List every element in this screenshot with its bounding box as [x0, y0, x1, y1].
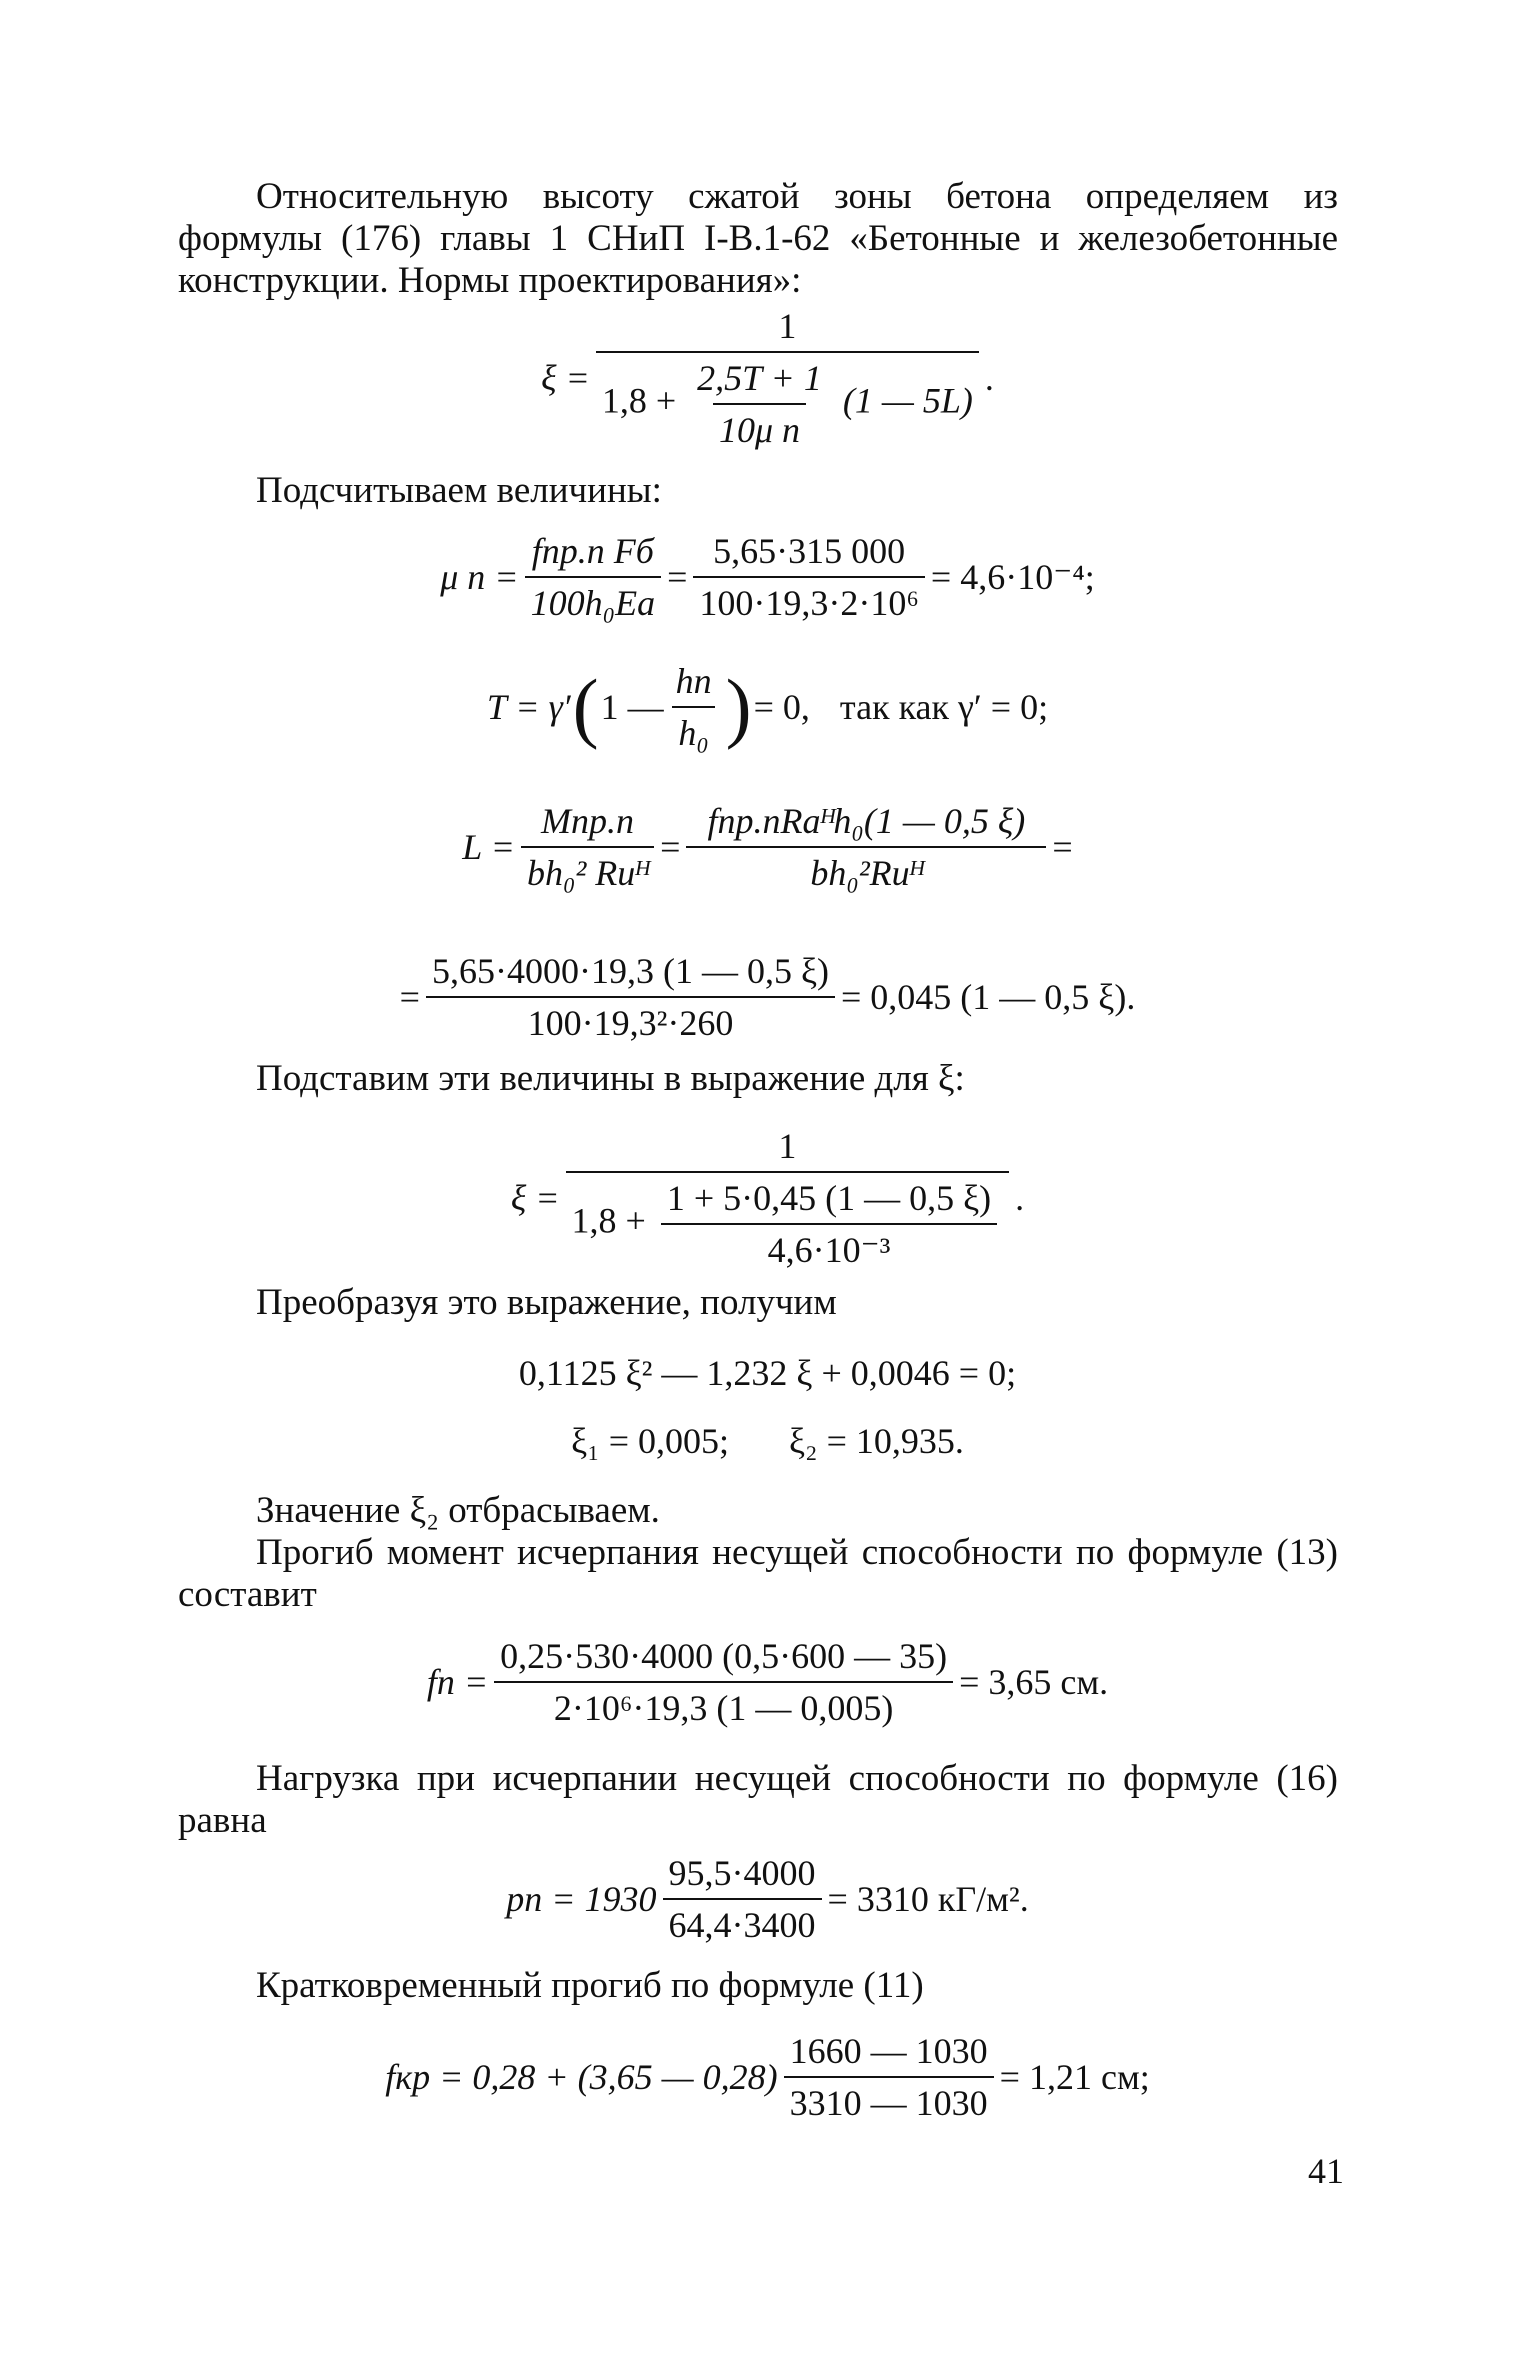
eq1-numerator: 1	[778, 306, 797, 346]
eq3-result: = 0,	[753, 687, 810, 727]
eq3-num: hп	[675, 661, 712, 701]
eq10-result: = 3310 кГ/м².	[827, 1879, 1029, 1919]
eq10-fraction	[663, 1852, 822, 1946]
eq9-num: 0,25·530·4000 (0,5·600 — 35)	[500, 1636, 948, 1676]
equation-T	[0, 660, 1535, 754]
eq1-lhs: ξ =	[541, 358, 590, 398]
eq2-f2-den: 100·19,3·2·10⁶	[693, 576, 925, 624]
eq10-lhs: pп = 1930	[506, 1879, 657, 1919]
eq3-fraction	[670, 660, 718, 754]
eq6-denominator	[566, 1171, 1010, 1271]
eq6-num: 1	[778, 1126, 797, 1166]
eq9-fraction	[494, 1635, 953, 1729]
paragraph-substitute: Подставим эти величины в выражение для ξ:	[256, 1058, 965, 1099]
paragraph-load: Нагрузка при исчерпании несущей способности по формуле (16) равна	[178, 1758, 1338, 1841]
paragraph-discard: Значение ξ₂ отбрасываем.	[256, 1490, 660, 1531]
eq8-root2: ξ₂ = 10,935.	[789, 1421, 964, 1461]
paragraph-short-term: Кратковременный прогиб по формуле (11)	[256, 1965, 924, 2006]
eq4-f1-num: Mпр.п	[541, 801, 635, 841]
eq4-f2-num: fпр.пRаᴴh₀(1 — 0,5 ξ)	[707, 801, 1026, 841]
equation-load	[0, 1852, 1535, 1946]
eq11-fraction	[784, 2030, 994, 2124]
paragraph-transform: Преобразуя это выражение, получим	[256, 1282, 837, 1323]
eq6-end: .	[1015, 1178, 1025, 1218]
eq5-result: = 0,045 (1 — 0,5 ξ).	[841, 977, 1136, 1017]
eq2-f2-num: 5,65·315 000	[713, 531, 906, 571]
eq2-lhs: μ n =	[440, 557, 519, 597]
page-number: 41	[1308, 2151, 1344, 2191]
right-paren-icon: )	[725, 663, 752, 750]
eq6-inner-den: 4,6·10⁻³	[661, 1223, 997, 1271]
eq5-lhs: =	[399, 977, 420, 1017]
eq5-fraction	[426, 950, 835, 1044]
eq4-end: =	[1052, 827, 1073, 867]
eq4-fraction-1	[521, 800, 654, 894]
equation-L	[0, 800, 1535, 894]
eq4-eq-sign: =	[660, 827, 681, 867]
eq3-one-minus: 1 —	[600, 687, 664, 727]
eq6-inner-fraction	[661, 1177, 997, 1271]
eq8-root1: ξ₁ = 0,005;	[571, 1421, 729, 1461]
equation-quadratic	[0, 1352, 1535, 1394]
eq11-result: = 1,21 см;	[999, 2057, 1150, 2097]
eq2-fraction-1	[525, 530, 662, 624]
eq1-inner-num: 2,5T + 1	[697, 358, 822, 398]
eq9-lhs: fп =	[426, 1662, 489, 1702]
eq3-note: так как γ′ = 0;	[839, 687, 1049, 727]
eq1-fraction	[596, 305, 979, 451]
eq4-f1-den: bh₀² Rиᴴ	[521, 846, 654, 894]
eq1-den-a: 1,8 +	[601, 380, 677, 421]
eq1-denominator	[596, 351, 979, 451]
eq6-lhs: ξ =	[510, 1178, 560, 1218]
eq10-num: 95,5·4000	[668, 1853, 816, 1893]
eq4-lhs: L =	[462, 827, 515, 867]
eq9-result: = 3,65 см.	[959, 1662, 1109, 1702]
left-paren-icon: (	[572, 663, 599, 750]
eq2-fraction-2	[693, 530, 925, 624]
eq2-eq-sign: =	[667, 557, 688, 597]
eq1-den-b: (1 — 5L)	[842, 380, 973, 421]
eq5-num: 5,65·4000·19,3 (1 — 0,5 ξ)	[431, 951, 829, 991]
eq6-inner-num: 1 + 5·0,45 (1 — 0,5 ξ)	[666, 1178, 992, 1218]
eq4-f2-den: bh₀²Rиᴴ	[686, 846, 1046, 894]
paragraph-calc-values: Подсчитываем величины:	[256, 470, 662, 511]
equation-roots	[0, 1420, 1535, 1462]
eq6-den-a: 1,8 +	[571, 1200, 646, 1241]
equation-xi-substituted	[0, 1125, 1535, 1271]
eq10-den: 64,4·3400	[663, 1898, 822, 1946]
eq2-f1-num: fпр.п Fб	[531, 531, 654, 571]
paragraph-deflection: Прогиб момент исчерпания несущей способности по формуле (13) составит	[178, 1532, 1338, 1615]
eq3-den: h₀	[672, 706, 715, 754]
eq9-den: 2·10⁶·19,3 (1 — 0,005)	[494, 1681, 953, 1729]
eq11-num: 1660 — 1030	[789, 2031, 988, 2071]
eq2-result: = 4,6·10⁻⁴;	[930, 557, 1095, 597]
eq1-inner-den: 10μ n	[713, 403, 806, 451]
eq11-lhs: fкр = 0,28 + (3,65 — 0,28)	[385, 2057, 778, 2097]
eq5-den: 100·19,3²·260	[426, 996, 835, 1044]
equation-xi-formula	[0, 305, 1535, 451]
eq11-den: 3310 — 1030	[784, 2076, 994, 2124]
eq3-lhs: T = γ′	[486, 687, 571, 727]
eq4-fraction-2	[686, 800, 1046, 894]
paragraph-intro: Относительную высоту сжатой зоны бетона определяем из формулы (176) главы 1 СНиП I-В.1-62 «Бетонные и железобетонные конструкции. Нормы проектирования»:	[178, 176, 1338, 301]
equation-L-numeric	[0, 950, 1535, 1044]
eq1-end: .	[984, 358, 994, 398]
eq2-f1-den: 100h₀Eа	[525, 576, 662, 624]
equation-short-term-deflection	[0, 2030, 1535, 2124]
eq1-inner-fraction	[691, 357, 828, 451]
eq7-text: 0,1125 ξ² — 1,232 ξ + 0,0046 = 0;	[518, 1353, 1017, 1393]
eq6-fraction	[566, 1125, 1010, 1271]
equation-deflection	[0, 1635, 1535, 1729]
equation-mu-n	[0, 530, 1535, 624]
